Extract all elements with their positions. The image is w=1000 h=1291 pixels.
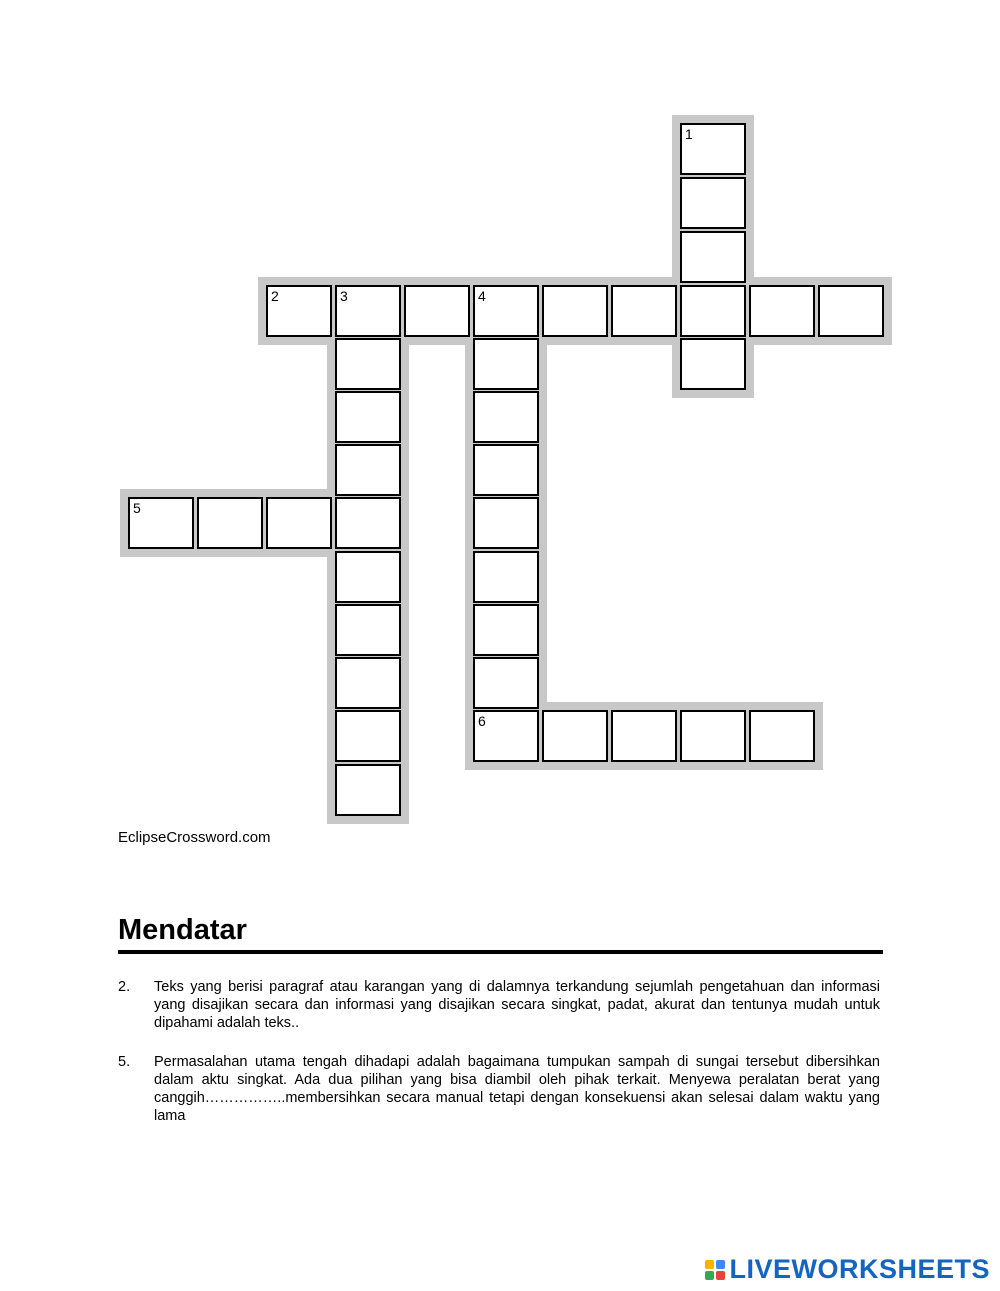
crossword-cell[interactable] (680, 285, 746, 337)
crossword-cell[interactable] (680, 231, 746, 283)
crossword-cell[interactable] (335, 444, 401, 496)
crossword-cell[interactable] (473, 657, 539, 709)
crossword-cell[interactable] (335, 764, 401, 816)
crossword-cell[interactable] (473, 338, 539, 390)
clue-text: Teks yang berisi paragraf atau karangan yang di dalamnya terkandung sejumlah pengetahuan dan informasi yang disajikan secara dan informasi yang disajikan secara singkat, padat, akurat dan tentunya mudah untuk dipahami adalah teks.. (154, 979, 880, 1031)
cell-number: 6 (478, 713, 486, 729)
crossword-cell[interactable] (542, 285, 608, 337)
crossword-cell[interactable] (473, 285, 539, 337)
liveworksheets-icon (705, 1260, 725, 1280)
crossword-cell[interactable] (128, 497, 194, 549)
cell-number: 1 (685, 126, 693, 142)
crossword-cell[interactable] (335, 710, 401, 762)
crossword-cell[interactable] (680, 338, 746, 390)
crossword-cell[interactable] (266, 285, 332, 337)
crossword-cell[interactable] (473, 444, 539, 496)
crossword-cell[interactable] (473, 391, 539, 443)
crossword-cell[interactable] (473, 604, 539, 656)
crossword-cell[interactable] (335, 497, 401, 549)
crossword-cell[interactable] (611, 285, 677, 337)
crossword-cell[interactable] (680, 123, 746, 175)
crossword-cell[interactable] (335, 285, 401, 337)
clue-number: 5. (118, 1054, 131, 1070)
crossword-cell[interactable] (680, 710, 746, 762)
cell-number: 2 (271, 288, 279, 304)
crossword-cell[interactable] (197, 497, 263, 549)
crossword-cell[interactable] (335, 551, 401, 603)
crossword-cell[interactable] (749, 710, 815, 762)
logo-square (716, 1271, 725, 1280)
cell-number: 4 (478, 288, 486, 304)
crossword-cell[interactable] (680, 177, 746, 229)
logo-square (716, 1260, 725, 1269)
clue-item (118, 1053, 880, 1125)
brand-wordmark: LIVEWORKSHEETS (729, 1254, 990, 1284)
crossword-cell[interactable] (335, 391, 401, 443)
crossword-cell[interactable] (818, 285, 884, 337)
crossword-cell[interactable] (473, 551, 539, 603)
crossword-cell[interactable] (335, 338, 401, 390)
crossword-cell[interactable] (335, 657, 401, 709)
logo-square (705, 1260, 714, 1269)
cell-number: 3 (340, 288, 348, 304)
crossword-cell[interactable] (266, 497, 332, 549)
crossword-cell[interactable] (335, 604, 401, 656)
section-divider (118, 950, 883, 954)
section-title: Mendatar (118, 914, 247, 946)
crossword-cell[interactable] (473, 497, 539, 549)
brand-logo (705, 1254, 990, 1285)
crossword-cell[interactable] (473, 710, 539, 762)
crossword-cell[interactable] (611, 710, 677, 762)
crossword-credit: EclipseCrossword.com (118, 829, 271, 846)
clue-text: Permasalahan utama tengah dihadapi adalah bagaimana tumpukan sampah di sungai tersebut dibersihkan dalam aktu singkat. Ada dua pilihan yang bisa diambil oleh pihak terkait. Menyewa peralatan berat yang canggih……………..membersihkan secara manual tetapi dengan konsekuensi akan selesai dalam waktu yang lama (154, 1054, 880, 1124)
logo-square (705, 1271, 714, 1280)
clue-item (118, 978, 880, 1032)
cell-number: 5 (133, 500, 141, 516)
crossword-cell[interactable] (749, 285, 815, 337)
crossword-cell[interactable] (404, 285, 470, 337)
crossword-cell[interactable] (542, 710, 608, 762)
clue-number: 2. (118, 979, 131, 995)
